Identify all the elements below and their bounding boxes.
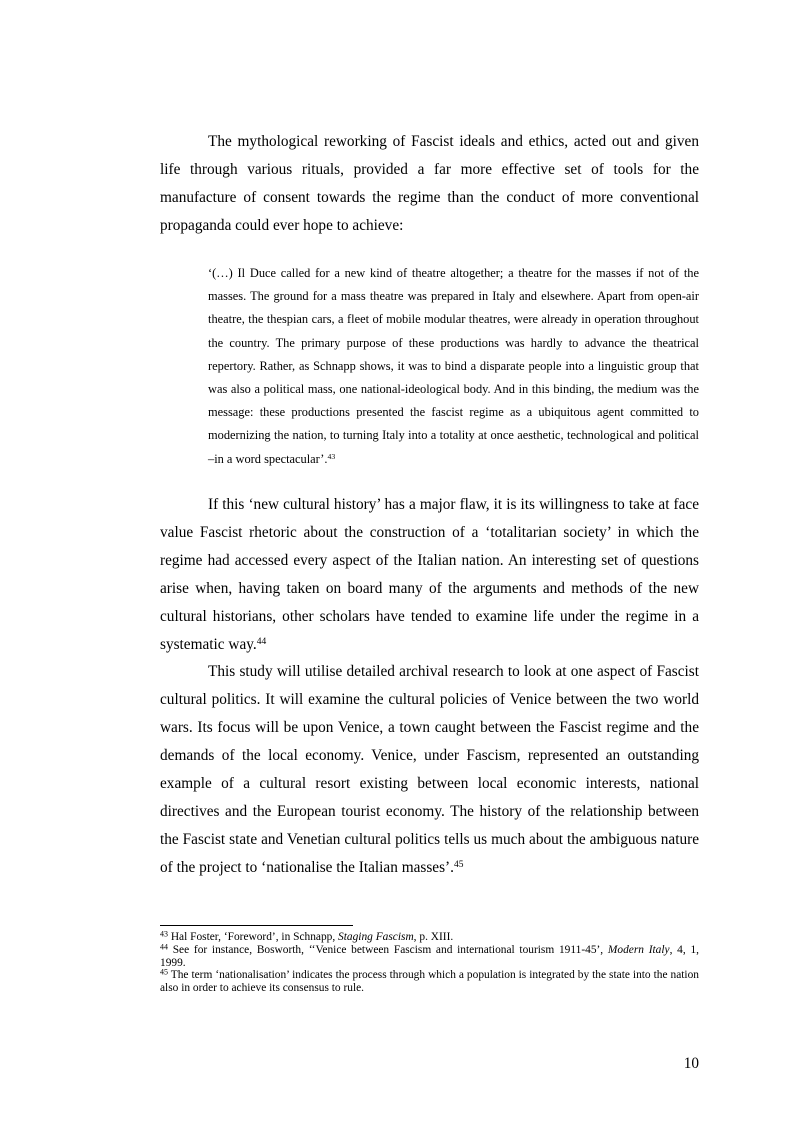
footnote-text: , p. XIII. [413, 931, 454, 943]
footnotes [160, 931, 699, 995]
page-number: 10 [683, 1055, 699, 1072]
footnote-italic: Modern Italy [607, 943, 670, 956]
body-paragraph-1 [160, 128, 699, 240]
footnote-45 [160, 969, 699, 995]
footnote-text: See for instance, Bosworth, ‘‘Venice between Fascism and international tourism 1911-45’, [172, 943, 608, 956]
footnote-ref-45: 45 [453, 859, 464, 870]
block-quote [208, 262, 699, 471]
footnote-number: 43 [160, 929, 168, 939]
footnote-text: Hal Foster, ‘Foreword’, in Schnapp, [170, 931, 339, 943]
footnote-44 [160, 944, 699, 970]
body-paragraph-3 [160, 658, 699, 882]
footnote-text: The term ‘nationalisation’ indicates the process through which a population is integrated by the state into the nation also in order to achieve its consensus to rule. [160, 969, 699, 995]
footnote-ref-43: 43 [327, 451, 336, 461]
footnote-ref-44: 44 [256, 636, 267, 647]
quote-text: ‘(…) Il Duce called for a new kind of theatre altogether; a theatre for the masses if not of the masses. The ground for a mass theatre was prepared in Italy and elsewhere. Apart from open-air theatre, the thespian cars, a fleet of mobile modular theatres, were already in operation throughout the country. The primary purpose of these productions was hardly to advance the theatrical repertory. Rather, as Schnapp shows, it was to bind a disparate people into a linguistic group that was also a political mass, one national-ideological body. And in this binding, the medium was the message: these productions presented the fascist regime as a ubiquitous agent committed to modernizing the nation, to turning Italy into a totality at once aesthetic, technological and political –in a word spectacular’. [208, 266, 699, 466]
footnote-text: , 4, 1, 1999. [160, 943, 699, 969]
paragraph-text: The mythological reworking of Fascist ideals and ethics, acted out and given life through various rituals, provided a far more effective set of tools for the manufacture of consent towards the regime than the conduct of more conventional propaganda could ever hope to achieve: [160, 133, 699, 234]
footnote-43 [160, 931, 699, 944]
body-paragraph-2 [160, 491, 699, 659]
footnote-separator [160, 925, 353, 926]
footnote-italic: Staging Fascism [338, 931, 414, 943]
paragraph-text: If this ‘new cultural history’ has a major flaw, it is its willingness to take at face value Fascist rhetoric about the construction of a ‘totalitarian society’ in which the regime had accessed every aspect of the Italian nation. An interesting set of questions arise when, having taken on board many of the arguments and methods of the new cultural historians, other scholars have tended to examine life under the regime in a systematic way. [160, 496, 699, 653]
footnote-number: 44 [160, 942, 168, 952]
paragraph-text: This study will utilise detailed archival research to look at one aspect of Fascist cultural politics. It will examine the cultural policies of Venice between the two world wars. Its focus will be upon Venice, a town caught between the Fascist regime and the demands of the local economy. Venice, under Fascism, represented an outstanding example of a cultural resort existing between local economic interests, national directives and the European tourist economy. The history of the relationship between the Fascist state and Venetian cultural politics tells us much about the ambiguous nature of the project to ‘nationalise the Italian masses’. [160, 663, 699, 876]
footnote-number: 45 [160, 967, 168, 977]
